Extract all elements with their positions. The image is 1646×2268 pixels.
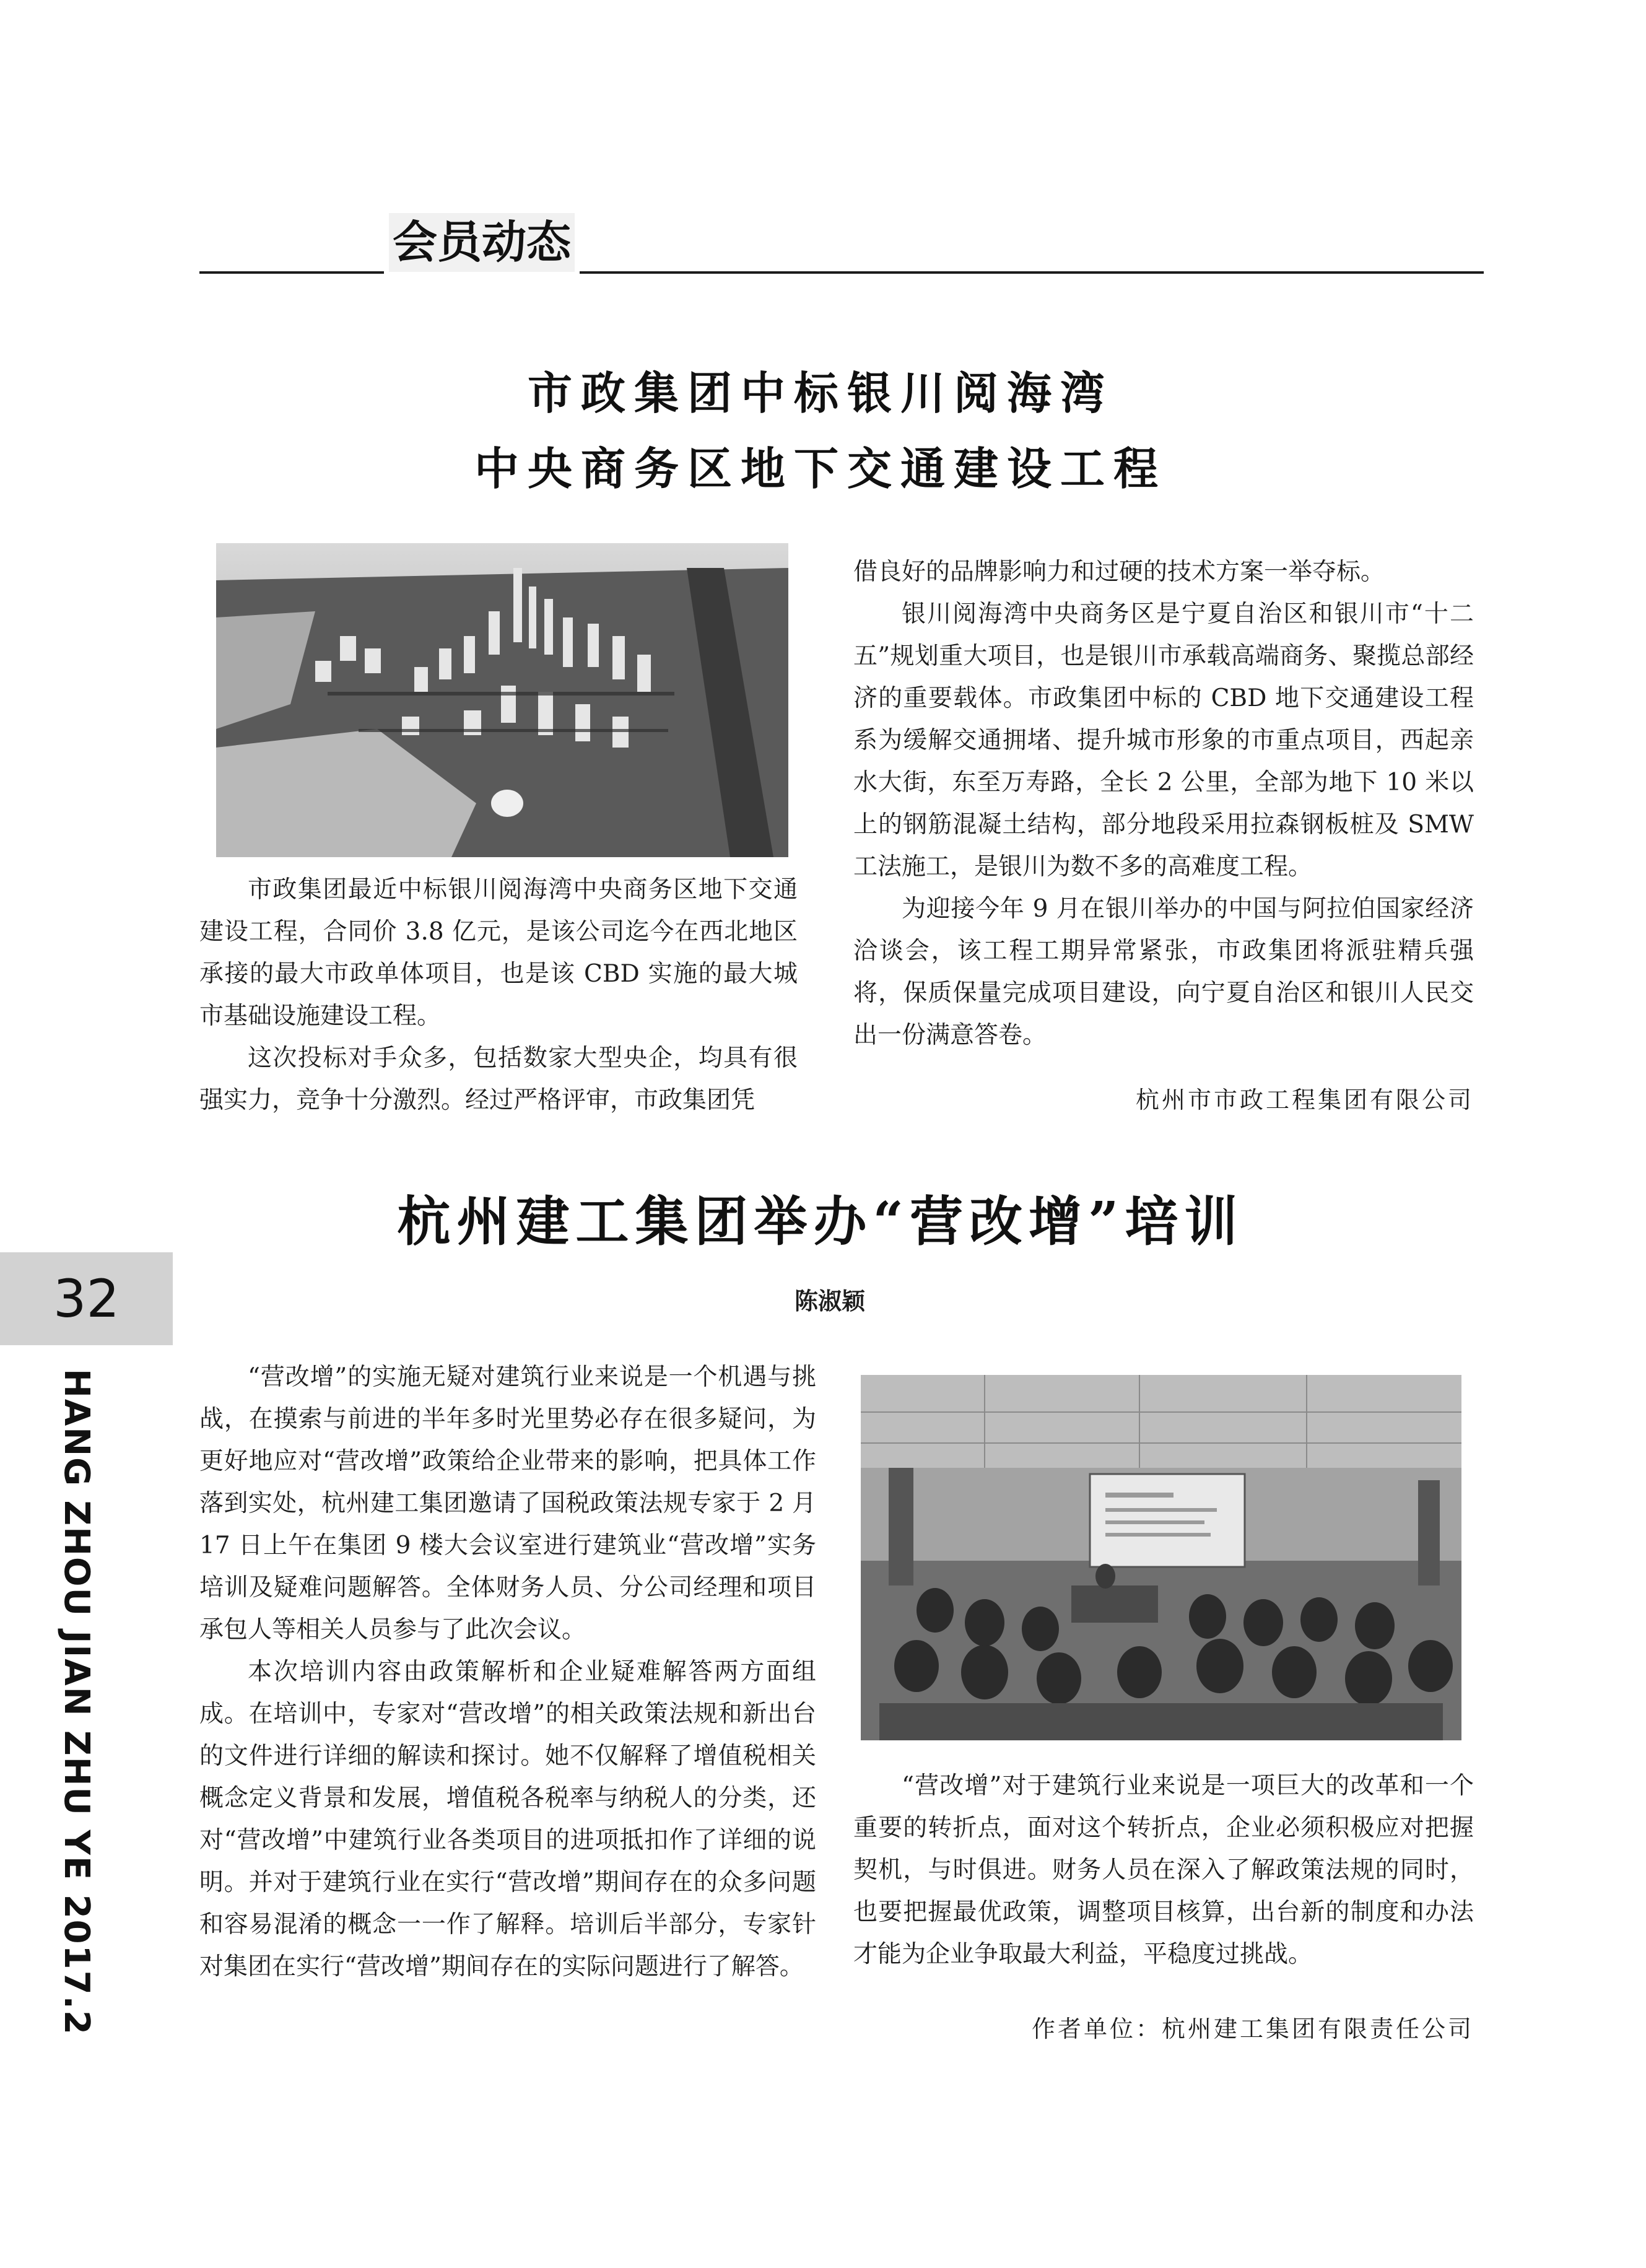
article1-title-line2: 中央商务区地下交通建设工程 [474, 442, 1167, 495]
section-rule-right [580, 271, 1484, 274]
article2-right-column [853, 1765, 1474, 1976]
article2-left-column [199, 1356, 816, 1988]
article2-author: 陈淑颖 [794, 1288, 865, 1315]
article1-right-paragraph: 为迎接今年 9 月在银川举办的中国与阿拉伯国家经济洽谈会，该工程工期异常紧张，市政集团将派驻精兵强将，保质保量完成项目建设，向宁夏自治区和银川人民交出一份满意答卷。 [853, 895, 1474, 1049]
section-title: 会员动态 [389, 213, 575, 272]
article1-left-paragraph: 这次投标对手众多，包括数家大型央企，均具有很强实力，竞争十分激烈。经过严格评审，市政集团凭 [199, 1044, 798, 1114]
section-rule-left [199, 271, 384, 274]
article2-right-paragraph: “营改增”对于建筑行业来说是一项巨大的改革和一个重要的转折点，面对这个转折点，企业必须积极应对把握契机，与时俱进。财务人员在深入了解政策法规的同时，也要把握最优政策，调整项目核算，出台新的制度和办法才能为企业争取最大利益，平稳度过挑战。 [853, 1772, 1474, 1968]
article1-right-paragraph: 银川阅海湾中央商务区是宁夏自治区和银川市“十二五”规划重大项目，也是银川市承载高端商务、聚揽总部经济的重要载体。市政集团中标的 CBD 地下交通建设工程系为缓解交通拥堵、提升城市形象的市重点项目，西起亲水大街，东至万寿路，全长 2 公里，全部为地下 10 米以上的钢筋混凝土结构，部分地段采用拉森钢板桩及 SMW 工法施工，是银川为数不多的高难度工程。 [853, 600, 1474, 881]
article1-title-line1: 市政集团中标银川阅海湾 [527, 367, 1113, 419]
article1-right-continuation: 借良好的品牌影响力和过硬的技术方案一举夺标。 [853, 558, 1385, 586]
page-number: 32 [0, 1252, 173, 1345]
journal-vertical-title: HANG ZHOU JIAN ZHU YE 2017.2 [56, 1369, 97, 2036]
article1-right-column [853, 551, 1474, 1057]
article2-title: 杭州建工集团举办“营改增”培训 [397, 1190, 1244, 1253]
article1-left-paragraph: 市政集团最近中标银川阅海湾中央商务区地下交通建设工程，合同价 3.8 亿元，是该公司迄今在西北地区承接的最大市政单体项目，也是该 CBD 实施的最大城市基础设施建设工程。 [199, 876, 798, 1030]
article1-signature: 杭州市市政工程集团有限公司 [1135, 1086, 1474, 1114]
article1-left-column [199, 869, 798, 1122]
article2-left-paragraph: 本次培训内容由政策解析和企业疑难解答两方面组成。在培训中，专家对“营改增”的相关政策法规和新出台的文件进行详细的解读和探讨。她不仅解释了增值税相关概念定义背景和发展，增值税各税率与纳税人的分类，还对“营改增”中建筑行业各类项目的进项抵扣作了详细的说明。并对于建筑行业在实行“营改增”期间存在的众多问题和容易混淆的概念一一作了解释。培训后半部分，专家针对集团在实行“营改增”期间存在的实际问题进行了解答。 [199, 1658, 816, 1981]
article2-left-paragraph: “营改增”的实施无疑对建筑行业来说是一个机遇与挑战，在摸索与前进的半年多时光里势必存在很多疑问，为更好地应对“营改增”政策给企业带来的影响，把具体工作落到实处，杭州建工集团邀请了国税政策法规专家于 2 月 17 日上午在集团 9 楼大会议室进行建筑业“营改增”实务培训及疑难问题解答。全体财务人员、分公司经理和项目承包人等相关人员参与了此次会议。 [199, 1363, 816, 1644]
article1-aerial-photo [216, 543, 788, 857]
article2-training-photo [861, 1375, 1461, 1740]
article2-signature: 作者单位：杭州建工集团有限责任公司 [1031, 2015, 1474, 2043]
